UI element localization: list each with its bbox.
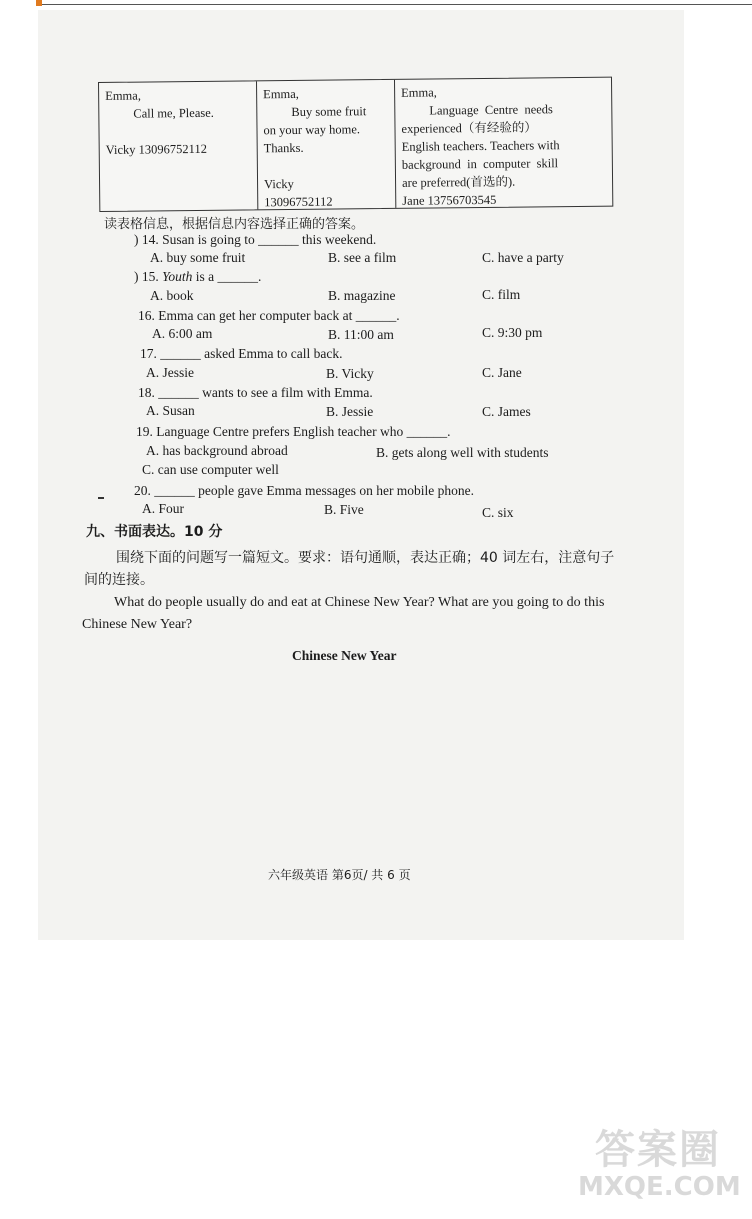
option-b: B. 11:00 am: [328, 327, 394, 342]
option-c: C. Jane: [482, 365, 522, 380]
option-b: B. Five: [324, 502, 364, 517]
question-14: ) 14. Susan is going to ______ this weekend.: [134, 232, 377, 247]
question-16: 16. Emma can get her computer back at ______.: [138, 308, 400, 323]
note-body-line: experienced（有经验的）: [401, 120, 537, 136]
note-body-line: are preferred(首选的).: [401, 174, 516, 190]
note-vicky-fruit: [257, 80, 396, 209]
note-signature: Jane 13756703545: [402, 192, 497, 208]
note-body: Call me, Please.: [133, 105, 214, 121]
option-b: B. Jessie: [326, 404, 374, 419]
note-body-line: Buy some fruit: [291, 104, 367, 119]
option-b: B. gets along well with students: [376, 445, 549, 460]
watermark-text: 答案圈: [595, 1127, 721, 1173]
note-body-line: Thanks.: [263, 140, 304, 156]
message-notes-table: [98, 77, 613, 212]
question-19: 19. Language Centre prefers English teacher who ______.: [136, 424, 451, 439]
option-b: B. magazine: [328, 288, 396, 303]
note-signature: Vicky: [264, 176, 294, 192]
page-footer: 六年级英语 第6页/ 共 6 页: [268, 868, 411, 882]
option-b: B. Vicky: [326, 366, 374, 381]
note-signature: Vicky 13096752112: [105, 141, 207, 157]
section-title-writing: 九、书面表达。10 分: [86, 524, 223, 540]
question-20: 20. ______ people gave Emma messages on her mobile phone.: [134, 483, 475, 498]
note-body-line: Language Centre needs: [429, 102, 553, 118]
essay-title: Chinese New Year: [292, 648, 397, 663]
question-15: ) 15. Youth is a ______.: [134, 269, 262, 284]
option-a: A. 6:00 am: [152, 326, 213, 341]
reading-instruction: 读表格信息，根据信息内容选择正确的答案。: [104, 217, 365, 232]
watermark-url: MXQE.COM: [578, 1172, 741, 1202]
writing-prompt: What do people usually do and eat at Chinese New Year? What are you going to do this Chinese New Year?: [82, 595, 605, 632]
note-body-line: English teachers. Teachers with: [401, 138, 560, 154]
note-body-line: on your way home.: [263, 122, 361, 138]
corner-mark: [36, 0, 42, 6]
note-recipient: Emma,: [105, 88, 141, 103]
option-c: C. have a party: [482, 250, 564, 265]
option-c: C. James: [482, 404, 531, 419]
note-recipient: Emma,: [401, 85, 437, 100]
option-c: C. six: [482, 505, 514, 520]
option-a: A. Four: [142, 501, 185, 516]
note-recipient: Emma,: [263, 86, 299, 102]
option-a: A. buy some fruit: [150, 250, 246, 265]
option-c: C. 9:30 pm: [482, 325, 543, 340]
option-a: A. Jessie: [146, 365, 194, 380]
note-body-line: background in computer skill: [401, 156, 559, 172]
margin-mark: [98, 497, 104, 499]
option-c: C. film: [482, 287, 521, 302]
note-jane-language-centre: [395, 78, 612, 208]
option-c: C. can use computer well: [142, 462, 279, 477]
question-18: 18. ______ wants to see a film with Emma.: [138, 385, 373, 400]
writing-requirement: 围绕下面的问题写一篇短文。要求：语句通顺，表达正确；40 词左右，注意句子间的连接。: [84, 550, 615, 588]
option-a: A. has background abroad: [146, 443, 288, 458]
option-a: A. Susan: [146, 403, 195, 418]
note-phone: 13096752112: [264, 194, 333, 210]
watermark-logo: [578, 1127, 741, 1202]
note-vicky-call: [99, 81, 258, 211]
top-rule: [40, 4, 752, 5]
option-a: A. book: [150, 288, 194, 303]
question-17: 17. ______ asked Emma to call back.: [140, 346, 343, 361]
option-b: B. see a film: [328, 250, 397, 265]
